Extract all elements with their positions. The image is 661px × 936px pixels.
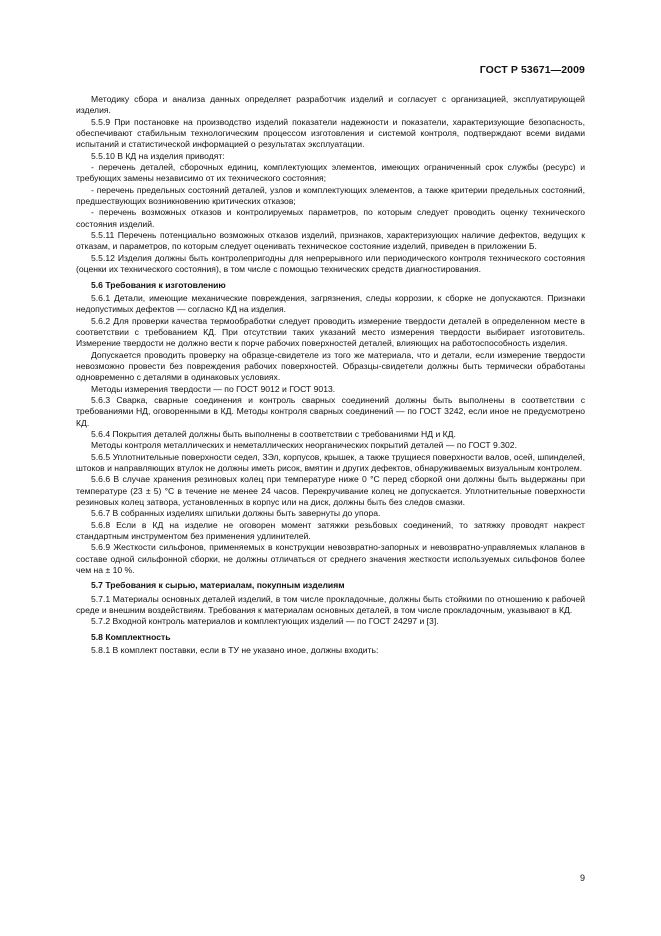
paragraph: 5.6.6 В случае хранения резиновых колец при температуре ниже 0 °С перед сборкой они должны быть выдержаны при температуре (23 ± 5) °С в течение не менее 24 часов. Перекручивание колец не допускается. Уплотнительные поверхности резиновых колец затвора, установленных в корпус или на диск, должны быть без следов смазки.: [76, 474, 585, 508]
paragraph: - перечень возможных отказов и контролируемых параметров, по которым следует проводить оценку технического состояния изделий.: [76, 207, 585, 229]
paragraph: Допускается проводить проверку на образце-свидетеле из того же материала, что и детали, если измерение твердости невозможно провести без повреждения рабочих поверхностей. Образцы-свидетели должны быть термически обработаны одновременно с деталями в одинаковых условиях.: [76, 349, 585, 383]
paragraph: 5.5.9 При постановке на производство изделий показатели надежности и показатели, характеризующие безопасность, обеспечивают стабильным технологическим процессом изготовления и системой контроля, подтверждают всеми видами испытаний и статистической информацией о результатах эксплуатации.: [76, 116, 585, 150]
paragraph: 5.5.10 В КД на изделия приводят:: [91, 150, 225, 161]
section-heading: 5.7 Требования к сырью, материалам, покупным изделиям: [91, 580, 345, 591]
paragraph: 5.6.2 Для проверки качества термообработки следует проводить измерение твердости деталей в определенном месте в соответствии с требованием КД. При отсутствии таких указаний место измерения твердости выбирает изготовитель. Измерение твердости не должно вести к порче рабочих поверхностей деталей, влияющих на работоспособность изделия.: [76, 315, 585, 349]
paragraph: 5.6.4 Покрытия деталей должны быть выполнены в соответствии с требованиями НД и КД.: [91, 428, 456, 439]
paragraph: 5.6.5 Уплотнительные поверхности седел, ЗЭл, корпусов, крышек, а также трущиеся поверхности валов, осей, шпинделей, штоков и направляющих втулок не должны иметь рисок, вмятин и других дефектов, обнаруживаемых визуальным контролем.: [76, 451, 585, 473]
paragraph: - перечень деталей, сборочных единиц, комплектующих элементов, имеющих ограниченный срок службы (ресурс) и требующих замены независимо от их технического состояния;: [76, 162, 585, 184]
paragraph: Методы контроля металлических и неметаллических неорганических покрытий деталей — по ГОСТ 9.302.: [91, 440, 517, 451]
paragraph: 5.7.2 Входной контроль материалов и комплектующих изделий — по ГОСТ 24297 и [3].: [91, 616, 439, 627]
paragraph: - перечень предельных состояний деталей, узлов и комплектующих элементов, а также критерии предельных состояний, предшествующих возникновению критических отказов;: [76, 184, 585, 207]
paragraph: 5.7.1 Материалы основных деталей изделий, в том числе прокладочные, должны быть стойкими по отношению к рабочей среде и внешним воздействиям. Требования к материалам основных деталей, в том числе прокладочным, указывают в КД.: [76, 593, 585, 616]
section-heading: 5.8 Комплектность: [91, 631, 171, 642]
paragraph: Методику сбора и анализа данных определяет разработчик изделий и согласует с организацией, эксплуатирующей изделия.: [76, 94, 585, 116]
page-number: 9: [579, 873, 585, 883]
paragraph: 5.6.9 Жесткости сильфонов, применяемых в конструкции невозвратно-запорных и невозвратно-управляемых клапанов в составе одной сильфонной сборки, не должны отличаться от среднего значения жесткости используемых сильфонов более чем на ± 10 %.: [76, 542, 585, 576]
section-heading: 5.6 Требования к изготовлению: [91, 279, 226, 290]
paragraph: 5.5.11 Перечень потенциально возможных отказов изделий, признаков, характеризующих наличие дефектов, ведущих к отказам, и параметров, по которым следует оценивать техническое состояние изделий, приведен в приложении Б.: [76, 230, 585, 252]
paragraph: 5.6.7 В собранных изделиях шпильки должны быть завернуты до упора.: [91, 508, 381, 519]
paragraph: 5.8.1 В комплект поставки, если в ТУ не указано иное, должны входить:: [91, 645, 379, 656]
paragraph: 5.6.1 Детали, имеющие механические повреждения, загрязнения, следы коррозии, к сборке не допускаются. Признаки недопустимых дефектов — согласно КД на изделия.: [76, 292, 585, 315]
paragraph: 5.6.3 Сварка, сварные соединения и контроль сварных соединений должны быть выполнены в соответствии с требованиями НД, оговоренными в КД. Методы контроля сварных соединений — по ГОСТ 3242, если иное не предусмотрено КД.: [76, 394, 585, 428]
paragraph: Методы измерения твердости — по ГОСТ 9012 и ГОСТ 9013.: [91, 383, 336, 394]
document-header: ГОСТ Р 53671—2009: [479, 64, 585, 76]
document-body: [76, 94, 585, 657]
paragraph: 5.5.12 Изделия должны быть контролепригодны для непрерывного или периодического контроля технического состояния (оценки их технического состояния), в том числе с помощью технических средств диагностирования.: [76, 252, 585, 275]
paragraph: 5.6.8 Если в КД на изделие не оговорен момент затяжки резьбовых соединений, то затяжку проводят накрест стандартным инструментом без применения удлинителей.: [76, 519, 585, 542]
